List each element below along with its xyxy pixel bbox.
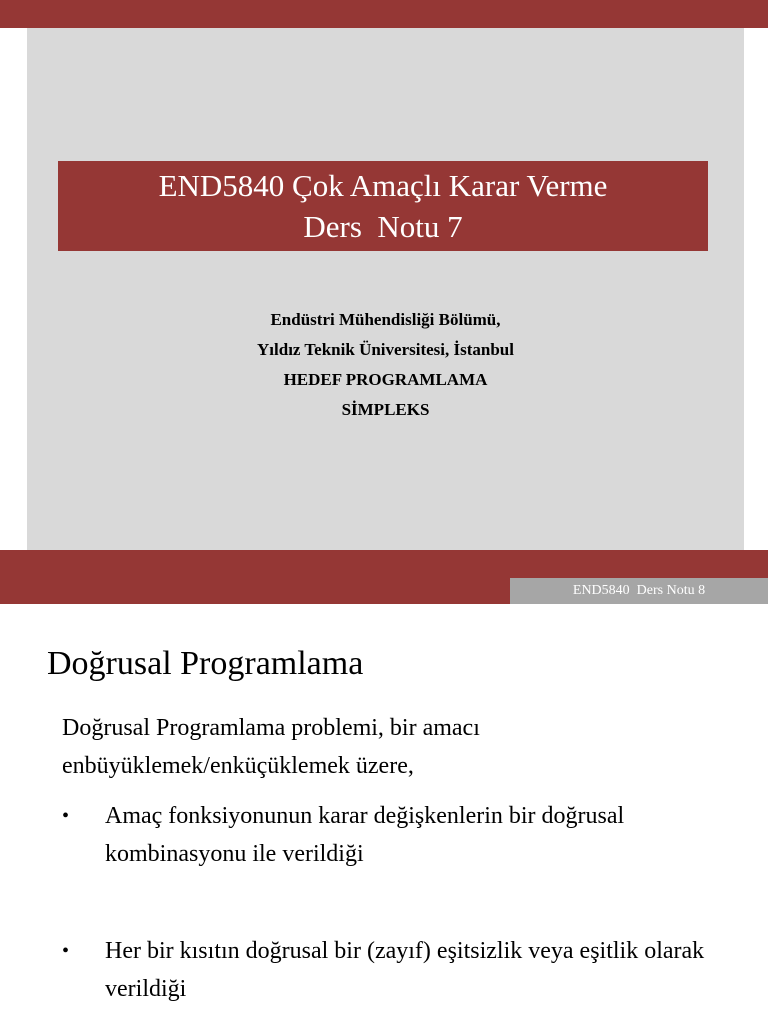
subtitle-block <box>27 305 744 425</box>
title-line-1: END5840 Çok Amaçlı Karar Verme <box>158 168 608 203</box>
subtitle-topic: HEDEF PROGRAMLAMA <box>283 370 488 389</box>
bullet-dot-icon: • <box>62 940 70 962</box>
top-accent-band <box>0 0 768 28</box>
subtitle-university: Yıldız Teknik Üniversitesi, İstanbul <box>257 340 514 359</box>
slide-2-intro: Doğrusal Programlama problemi, bir amacı enbüyüklemek/enküçüklemek üzere, <box>62 715 480 779</box>
bullet-item-1 <box>62 797 722 873</box>
title-line-2: Ders Notu 7 <box>303 209 463 244</box>
bullet-text-2: Her bir kısıtın doğrusal bir (zayıf) eşitsizlik veya eşitlik olarak verildiği <box>105 938 705 1002</box>
bullet-text-1: Amaç fonksiyonunun karar değişkenlerin bir doğrusal kombinasyonu ile verildiği <box>105 803 625 867</box>
title-box <box>58 161 708 251</box>
footer-label: END5840 Ders Notu 8 <box>510 578 768 604</box>
subtitle-department: Endüstri Mühendisliği Bölümü, <box>270 310 501 329</box>
slide-2 <box>0 604 768 1024</box>
title-panel <box>27 28 744 550</box>
subtitle-method: SİMPLEKS <box>341 400 430 419</box>
bullet-item-2 <box>62 932 722 1008</box>
slide-2-title: Doğrusal Programlama <box>47 645 364 682</box>
bullet-dot-icon: • <box>62 805 70 827</box>
